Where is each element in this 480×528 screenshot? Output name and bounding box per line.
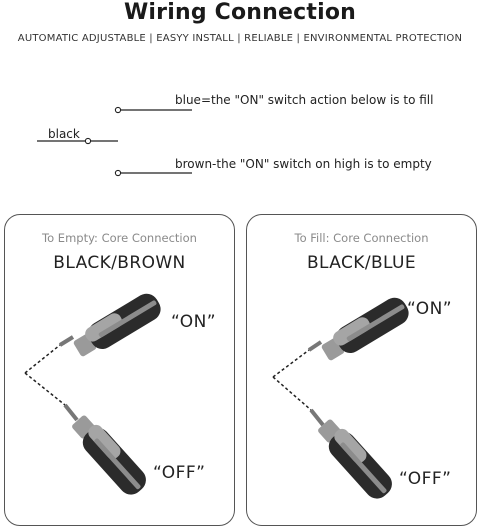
brown-wire-label: brown-the "ON" switch on high is to empty bbox=[175, 157, 432, 171]
upper-float-switch bbox=[273, 293, 413, 377]
blue-wire-label: blue=the "ON" switch action below is to fill bbox=[175, 93, 434, 107]
off-state-label: “OFF” bbox=[399, 469, 452, 489]
panel-caption: To Fill: Core Connection bbox=[294, 231, 429, 245]
blue-wire-terminal bbox=[115, 107, 120, 112]
empty-connection-panel bbox=[4, 214, 235, 526]
lower-float-switch bbox=[25, 373, 151, 500]
off-state-label: “OFF” bbox=[153, 463, 206, 483]
black-wire-terminal bbox=[85, 138, 90, 143]
lower-float-switch bbox=[273, 377, 397, 504]
black-wire-label: black bbox=[48, 127, 80, 141]
on-state-label: “ON” bbox=[407, 299, 453, 319]
page-subtitle: AUTOMATIC ADJUSTABLE | EASYY INSTALL | RELIABLE | ENVIRONMENTAL PROTECTION bbox=[17, 33, 463, 44]
brown-wire-terminal bbox=[115, 170, 120, 175]
fill-connection-panel bbox=[246, 214, 477, 526]
on-state-label: “ON” bbox=[171, 312, 217, 332]
panel-caption: To Empty: Core Connection bbox=[42, 231, 197, 245]
upper-float-switch bbox=[25, 289, 165, 373]
panel-core-connection: BLACK/BLUE bbox=[306, 253, 417, 273]
panel-core-connection: BLACK/BROWN bbox=[53, 253, 186, 273]
page-title: Wiring Connection bbox=[123, 0, 357, 25]
